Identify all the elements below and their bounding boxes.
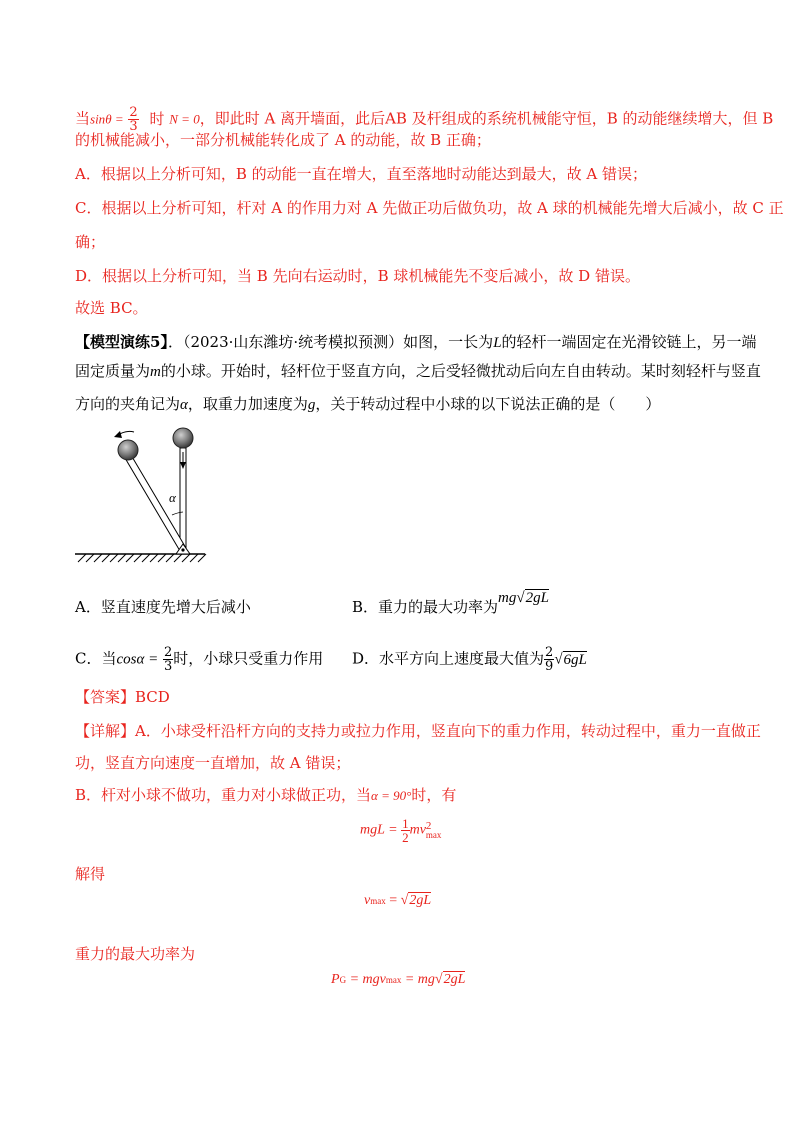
subscript: max (370, 896, 386, 906)
text: A．小球受杆沿杆方向的支持力或拉力作用，竖直向下的重力作用，转动过程中，重力一直做正 (135, 722, 761, 740)
denominator: 3 (129, 119, 138, 134)
slanted-rod (125, 455, 186, 551)
sqrt-content: 2gL (409, 893, 432, 908)
n-equals-zero: N = 0 (169, 111, 200, 127)
eq-v: v (364, 893, 371, 908)
numerator: 1 (402, 816, 409, 831)
text: 的轻杆一端固定在光滑铰链上，另一端 (501, 333, 757, 351)
text: 当 (75, 109, 91, 128)
solution-line-2: 的机械能减小，一部分机械能转化成了 A 的动能，故 B 正确； (75, 131, 491, 149)
option-a: A．竖直速度先增大后减小 (75, 598, 251, 616)
equation-energy (360, 817, 441, 844)
ground-hatch (78, 554, 206, 562)
text: 时 (149, 109, 165, 128)
jiede-label: 解得 (75, 865, 106, 883)
numerator: 2 (545, 645, 554, 660)
sqrt-content: 6gL (563, 651, 587, 668)
option-b (352, 590, 549, 618)
hinge-pin (181, 548, 184, 551)
sqrt: √6gL (554, 651, 587, 668)
var-m: m (150, 364, 161, 380)
text: D．水平方向上速度最大值为 (352, 649, 545, 668)
math-cos-alpha: cosα = (116, 651, 159, 668)
question-line-3 (75, 394, 660, 415)
text: 时，有 (411, 786, 457, 804)
sqrt-content: 2gL (525, 590, 549, 606)
subscript: G (339, 975, 347, 985)
eq-right: = mg (404, 972, 435, 987)
eq-mid: = mgv (349, 972, 386, 987)
text: 时，小球只受重力作用 (173, 649, 324, 668)
text: 的小球。开始时，轻杆位于竖直方向，之后受轻微扰动后向左自由转动。某时刻轻杆与竖直 (160, 362, 761, 380)
detail-line-2: 功，竖直方向速度一直增加，故 A 错误； (75, 754, 351, 772)
answer-label: 【答案】BCD (75, 688, 170, 706)
fraction-1-2 (401, 817, 410, 844)
option-c (75, 646, 323, 673)
math-alpha-90: α = 90° (371, 788, 412, 803)
var-alpha: α (180, 397, 188, 413)
text: 方向的夹角记为 (75, 395, 181, 413)
sqrt: √2gL (516, 590, 549, 606)
alpha-label: α (169, 490, 176, 505)
rotation-arrow-head (114, 431, 122, 438)
denominator: 3 (164, 659, 173, 674)
question-source: ．（2023·山东潍坊·统考模拟预测） (167, 333, 404, 351)
sin-theta: sin (90, 111, 106, 127)
text: C．当 (75, 649, 117, 668)
fraction-2-9 (544, 646, 554, 673)
text: ，取重力加速度为 (187, 395, 308, 413)
detail-line-1 (75, 721, 761, 741)
detail-label: 【详解】 (75, 722, 136, 740)
question-line-2 (75, 361, 761, 382)
eq-p: P (331, 972, 340, 987)
pendulum-figure (70, 420, 210, 570)
equation-power: PG = mgvmax = mg√2gL (331, 972, 466, 987)
solution-line-6: D．根据以上分析可知，当 B 先向右运动时，B 球机械能先不变后减小，故 D 错误。 (75, 267, 640, 285)
eq-right: mv (409, 822, 426, 838)
detail-line-3 (75, 785, 456, 806)
math-mg: mg (498, 590, 517, 606)
text: ，即此时 A 离开墙面，此后AB 及杆组成的系统机械能守恒，B 的动能继续增大，但 B (199, 109, 774, 128)
ball-left (118, 440, 138, 460)
subscript: max (385, 975, 402, 985)
solution-line-3: A．根据以上分析可知，B 的动能一直在增大，直至落地时动能达到最大，故 A 错误； (75, 165, 647, 183)
power-label: 重力的最大功率为 (75, 945, 196, 963)
denominator: 2 (402, 830, 409, 845)
equals: = (389, 893, 398, 908)
equation-vmax: vmax = √2gL (364, 893, 432, 908)
text: B．重力的最大功率为 (352, 598, 499, 616)
question-line-1 (75, 332, 757, 353)
solution-line-1 (75, 106, 773, 133)
theta-eq: θ = (105, 111, 124, 127)
eq-left: mgL = (360, 822, 398, 838)
option-d (352, 646, 587, 673)
var-g: g (307, 397, 316, 413)
numerator: 2 (129, 105, 138, 120)
solution-line-5: 确； (75, 233, 106, 251)
ball-top (173, 428, 193, 448)
text: 固定质量为 (75, 362, 151, 380)
sup-sub (425, 819, 442, 840)
solution-line-4: C．根据以上分析可知，杆对 A 的作用力对 A 先做正功后做负功，故 A 球的机械能先增大后减小，故 C 正 (75, 199, 784, 217)
subscript: max (425, 829, 442, 840)
text: ，关于转动过程中小球的以下说法正确的是（ ） (315, 395, 661, 413)
fraction-2-3 (128, 106, 138, 133)
question-label: 【模型演练5】 (75, 333, 168, 351)
numerator: 2 (164, 645, 173, 660)
var-l: L (493, 335, 502, 351)
denominator: 9 (545, 659, 554, 674)
sqrt-content: 2gL (443, 972, 466, 987)
fraction-2-3 (163, 646, 173, 673)
text: 如图，一长为 (403, 333, 494, 351)
solution-line-7: 故选 BC。 (75, 299, 148, 317)
superscript: 2 (425, 819, 432, 832)
text: B．杆对小球不做功，重力对小球做正功，当 (75, 786, 372, 804)
